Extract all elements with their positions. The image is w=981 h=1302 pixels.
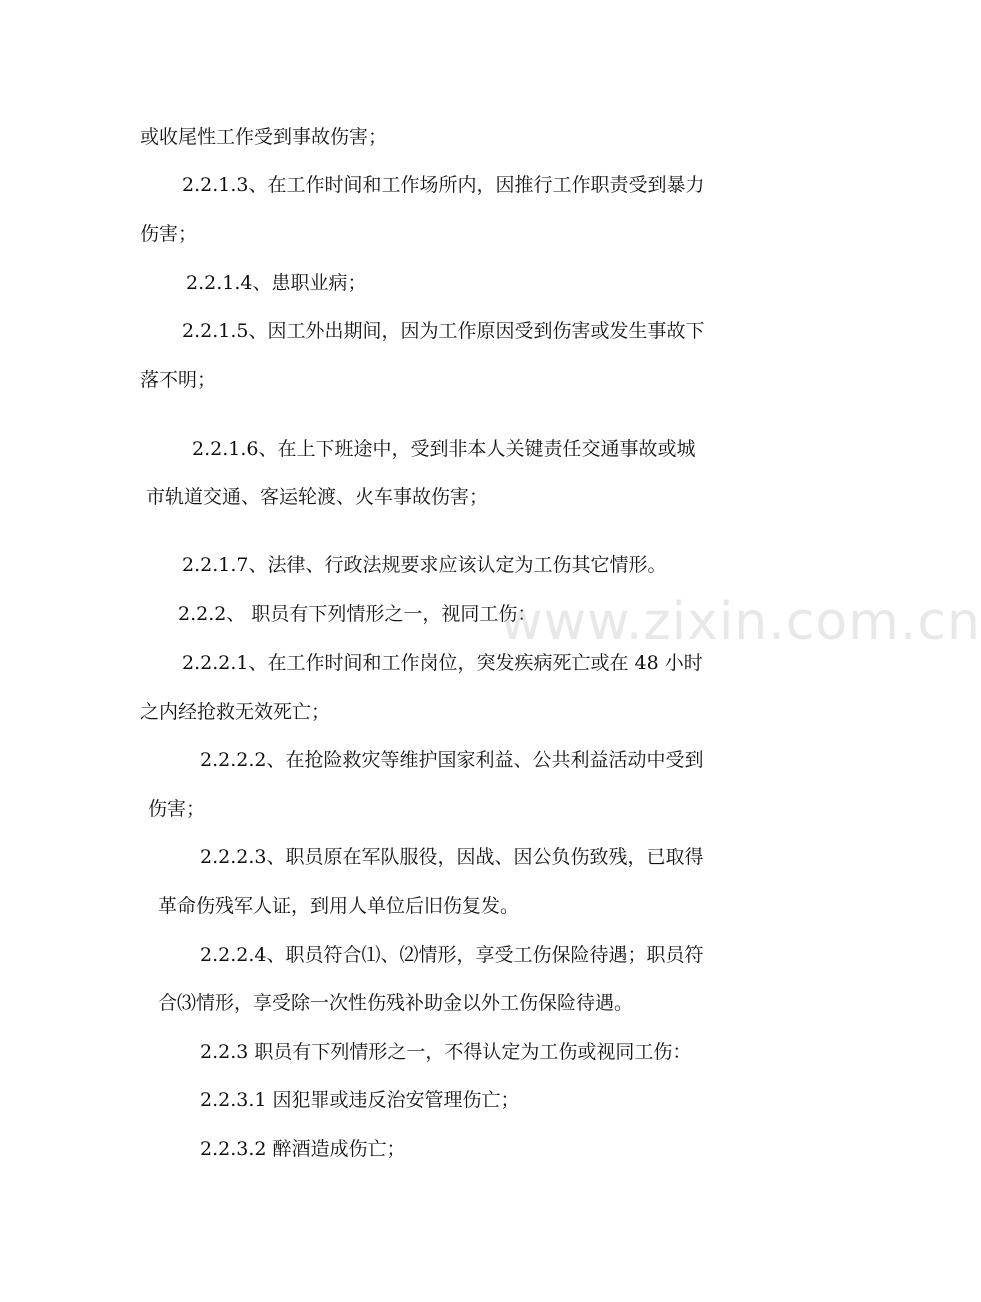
watermark-text: www.zixin.com.cn (500, 592, 981, 652)
text-line: 2.2.1.3、在工作时间和工作场所内，因推行工作职责受到暴力 (182, 174, 705, 196)
text-line: 伤害； (140, 223, 198, 245)
text-line: 2.2.3.1 因犯罪或违反治安管理伤亡； (200, 1089, 520, 1111)
text-line: 伤害； (148, 798, 206, 820)
text-line: 2.2.2.4、职员符合⑴、⑵情形，享受工伤保险待遇；职员符 (200, 944, 704, 966)
text-line: 2.2.1.7、法律、行政法规要求应该认定为工伤其它情形。 (182, 554, 667, 576)
text-line: 之内经抢救无效死亡； (140, 701, 331, 723)
text-line: 市轨道交通、客运轮渡、火车事故伤害； (146, 486, 489, 508)
text-line: 2.2.2.1、在工作时间和工作岗位，突发疾病死亡或在 48 小时 (182, 652, 703, 674)
text-line: 2.2.2、 职员有下列情形之一，视同工伤： (178, 603, 537, 625)
text-line: 2.2.3 职员有下列情形之一，不得认定为工伤或视同工伤： (200, 1041, 692, 1063)
text-line: 或收尾性工作受到事故伤害； (140, 126, 388, 148)
text-line: 落不明； (140, 369, 217, 391)
text-line: 2.2.1.6、在上下班途中，受到非本人关键责任交通事故或城 (192, 438, 696, 460)
text-line: 合⑶情形，享受除一次性伤残补助金以外工伤保险待遇。 (158, 992, 634, 1014)
text-line: 2.2.3.2 醉酒造成伤亡； (200, 1138, 406, 1160)
text-line: 革命伤残军人证，到用人单位后旧伤复发。 (158, 895, 520, 917)
text-line: 2.2.1.4、患职业病； (186, 272, 367, 294)
text-line: 2.2.1.5、因工外出期间，因为工作原因受到伤害或发生事故下 (182, 320, 705, 342)
text-line: 2.2.2.3、职员原在军队服役，因战、因公负伤致残，已取得 (200, 846, 704, 868)
text-line: 2.2.2.2、在抢险救灾等维护国家利益、公共利益活动中受到 (200, 749, 704, 771)
